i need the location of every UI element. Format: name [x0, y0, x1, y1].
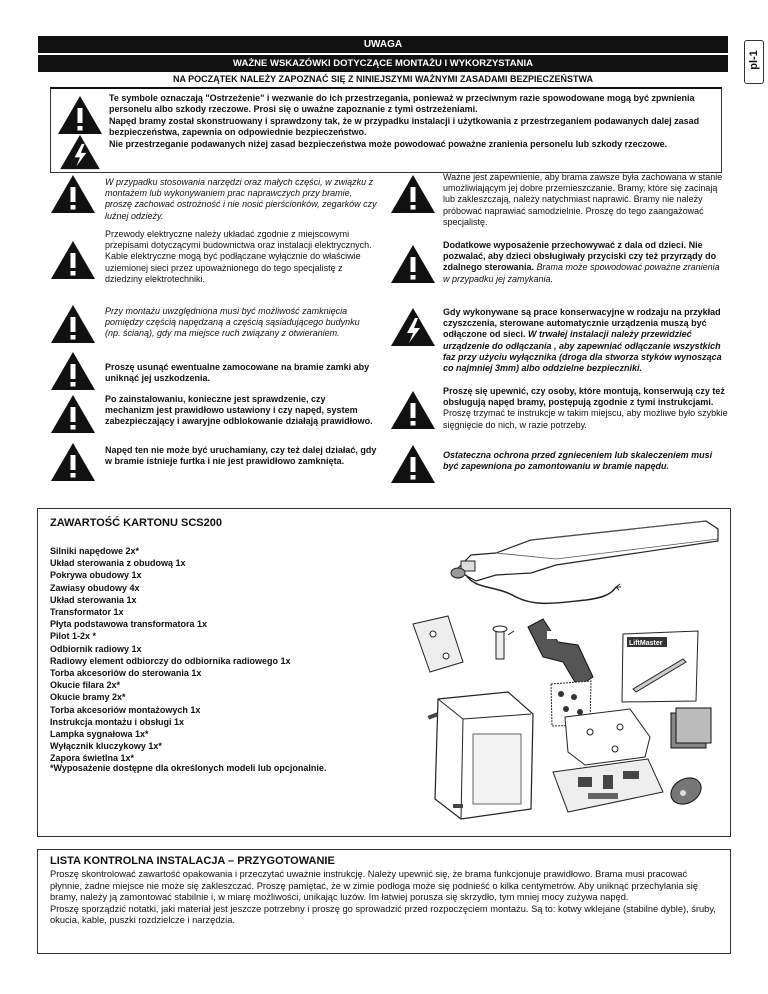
left-warning-1: W przypadku stosowania narzędzi oraz małych części, w związku z montażem lub wykonywaniem prac naprawczych przy bramie, proszę zachować ostrożność i nie nosić pierścionków, zegarków czy luźnej odzieży.	[105, 177, 377, 221]
warning-icon	[390, 390, 436, 430]
list-item: Okucie filara 2x*	[50, 680, 121, 691]
intro-paragraph-1: Te symbole oznaczają "Ostrzeżenie" i wezwanie do ich przestrzegania, ponieważ w przeciwnym razie spowodowane mogą być zpwnienia personelu albo szkody rzeczowe. Prosi się o uważne zapoznanie z tymi ostrzeżeniami.	[109, 93, 695, 114]
checklist-paragraph-1: Proszę skontrolować zawartość opakowania i przeczytać uważnie instrukcję. Należy upewnić się, że brama funkcjonuje prawidłowo. Brama musi pracować płynnie, żadne miejsce nie może się zakleszczać. Proszę pamiętać, że w zimie podłoga może się podnieść o kilka centymetrów. Aby uniknąć przechylania się bramy, należy ją zamontować stabilnie i, w miarę możliwości, unikając luzów. Im łatwiej porusza się skrzydło, tym mniej mocy zużywa napęd.	[50, 869, 698, 903]
right-warning-2-italic: Brama może spowodować poważne zranienia w przypadku jej zamykania.	[443, 262, 720, 284]
warning-icon	[50, 240, 96, 280]
left-warning-5: Po zainstalowaniu, konieczne jest sprawdzenie, czy mechanizm jest prawidłowo ustawiony i czy napęd, system zabezpieczający i awaryjne odblokowanie działają prawidłowo.	[105, 394, 373, 427]
control-housing-illustration	[423, 689, 543, 824]
list-item: Zapora świetlna 1x*	[50, 753, 135, 764]
right-warning-4-bold: Proszę się upewnić, czy osoby, które montują, konserwują czy też obsługują napęd bramy, postępują zgodnie z tymi instrukcjami.	[443, 386, 725, 408]
header-bar-instructions: WAŻNE WSKAZÓWKI DOTYCZĄCE MONTAŻU I WYKORZYSTANIA	[38, 55, 728, 72]
list-item: Transformator 1x	[50, 607, 124, 618]
right-warning-1: Ważne jest zapewnienie, aby brama zawsze była zachowana w stanie umożliwiającym jej dobre przemieszczanie. Bramy, które się zacinają lub zakleszczają, należy natychmiast naprawić. Bramy nie należy próbować naprawiać samodzielnie. Proszę do tego zaangażować specjalistę.	[443, 172, 723, 227]
list-item: Okucie bramy 2x*	[50, 692, 126, 703]
warning-icon	[50, 351, 96, 391]
instruction-manual-illustration	[618, 629, 703, 704]
left-warning-6: Napęd ten nie może być uruchamiany, czy też dalej działać, gdy w bramie istnieje furtka i nie jest prawidłowo zamknięta.	[105, 445, 377, 467]
list-item: Radiowy element odbiorczy do odbiornika radiowego 1x	[50, 655, 291, 666]
right-warning-4	[443, 386, 728, 431]
warning-icon	[390, 174, 436, 214]
carton-contents-list	[50, 545, 291, 765]
list-item: Wyłącznik kluczykowy 1x*	[50, 741, 162, 752]
checklist-paragraph-2: Proszę sporządzić notatki, jaki materiał jest jeszcze potrzebny i proszę go sprowadzić przed rozpoczęciem montażu. Są to: kotwy wklejane (stabilne dyble), śruby, okucia, kable, puszki rozdzielcze i narzędzia.	[50, 903, 716, 926]
list-item: Silniki napędowe 2x*	[50, 546, 140, 556]
list-item: Instrukcja montażu i obsługi 1x	[50, 716, 185, 727]
carton-contents-title: ZAWARTOŚĆ KARTONU SCS200	[50, 517, 222, 529]
list-item: Torba akcesoriów montażowych 1x	[50, 704, 201, 715]
warning-icon	[50, 442, 96, 482]
warning-icon	[50, 174, 96, 214]
list-item: Zawiasy obudowy 4x	[50, 582, 140, 593]
remote-control-illustration	[666, 771, 706, 811]
warning-icon	[50, 394, 96, 434]
page-language-tab	[744, 40, 764, 84]
carton-contents-section	[37, 508, 731, 837]
left-warning-4: Proszę usunąć ewentualne zamocowane na bramie zamki aby uniknąć jej uszkodzenia.	[105, 362, 370, 384]
pillar-bracket-illustration	[408, 614, 483, 676]
right-warning-2-bold: Dodatkowe wyposażenie przechowywać z dala od dzieci. Nie pozwalać, aby dzieci obsługiwały przyciski czy też przyrządy do zdalnego sterowania.	[443, 240, 717, 273]
transformer-illustration	[666, 705, 716, 755]
list-item: Układ sterowania 1x	[50, 594, 137, 605]
checklist-section	[37, 849, 731, 954]
list-item: Płyta podstawowa transformatora 1x	[50, 619, 208, 630]
header-bar-warning: UWAGA	[38, 36, 728, 53]
right-warning-4-normal: Proszę trzymać te instrukcje w takim miejscu, aby możliwe było szybkie sięgnięcie do nich, w razie potrzeby.	[443, 408, 728, 430]
intro-paragraph-3: Nie przestrzeganie podawanych niżej zasad bezpieczeństwa może powodować poważne zranienia personelu lub szkody rzeczowe.	[109, 139, 668, 149]
drive-motor-illustration	[436, 515, 726, 610]
gate-pin-illustration	[486, 621, 518, 666]
control-board-illustration	[548, 757, 668, 817]
list-item: Odbiornik radiowy 1x	[50, 643, 142, 654]
warning-icon	[57, 95, 103, 135]
electric-hazard-icon	[57, 134, 103, 170]
intro-warning-box	[50, 87, 722, 173]
right-warning-3-bold: Gdy wykonywane są prace konserwacyjne w rodzaju na przykład czyszczenia, sterowane automatycznie urządzenia muszą być odłączone od sieci.	[443, 307, 721, 340]
right-warning-2	[443, 240, 728, 285]
carton-contents-note: *Wyposażenie dostępne dla określonych modeli lub opcjonalnie.	[50, 763, 327, 773]
checklist-title: LISTA KONTROLNA INSTALACJA – PRZYGOTOWANIE	[50, 855, 335, 867]
page-language-label: pl-1	[748, 50, 760, 70]
left-warning-3: Przy montażu uwzględniona musi być możliwość zamknięcia pomiędzy częścią napędzaną a częścią sąsiadującego budynku (np. ścianą), gdy ma miejsce ruch związany z otwieraniem.	[105, 306, 360, 339]
electric-hazard-icon	[390, 307, 436, 347]
warning-icon	[50, 304, 96, 344]
safety-subheading: NA POCZĄTEK NALEŻY ZAPOZNAĆ SIĘ Z NINIEJSZYMI WAŻNYMI ZASADAMI BEZPIECZEŃSTWA	[172, 74, 593, 84]
right-warning-3-bold-italic: W trwałej instalacji należy przewidzieć urządzenie do odłączania , aby zapewniać odłączanie wszystkich faz przy użyciu wyłącznika (droga dla stworza styków wynosząca co najmniej 3mm) albo oddzielne bezpieczniki.	[443, 329, 722, 374]
list-item: Lampka sygnałowa 1x*	[50, 729, 149, 740]
manual-brand-label: LiftMaster	[629, 640, 663, 647]
left-warning-2: Przewody elektryczne należy układać zgodnie z miejscowymi przepisami dotyczącymi budownictwa oraz instalacji elektrycznych. Kable elektryczne mogą być podłączane wyłącznie do właściwie uziemionej sieci przez upoważnionego do tego specjalistę z dziedziny elektrotechniki.	[105, 229, 372, 284]
list-item: Pilot 1-2x *	[50, 631, 97, 642]
list-item: Układ sterowania z obudową 1x	[50, 558, 186, 569]
list-item: Torba akcesoriów do sterowania 1x	[50, 668, 202, 679]
warning-icon	[390, 444, 436, 484]
right-warning-5: Ostateczna ochrona przed zgnieceniem lub skaleczeniem musi być zapewniona po zamontowaniu w bramie napędu.	[443, 450, 713, 472]
intro-paragraph-2: Napęd bramy został skonstruowany i sprawdzony tak, że w przypadku instalacji i użytkowania z przestrzeganiem podawanych dalej zasad bezpieczeństwa, zapewnia on odpowiednie bezpieczeństwo.	[109, 116, 700, 137]
list-item: Pokrywa obudowy 1x	[50, 570, 142, 581]
right-warning-3	[443, 307, 728, 374]
warning-icon	[390, 244, 436, 284]
